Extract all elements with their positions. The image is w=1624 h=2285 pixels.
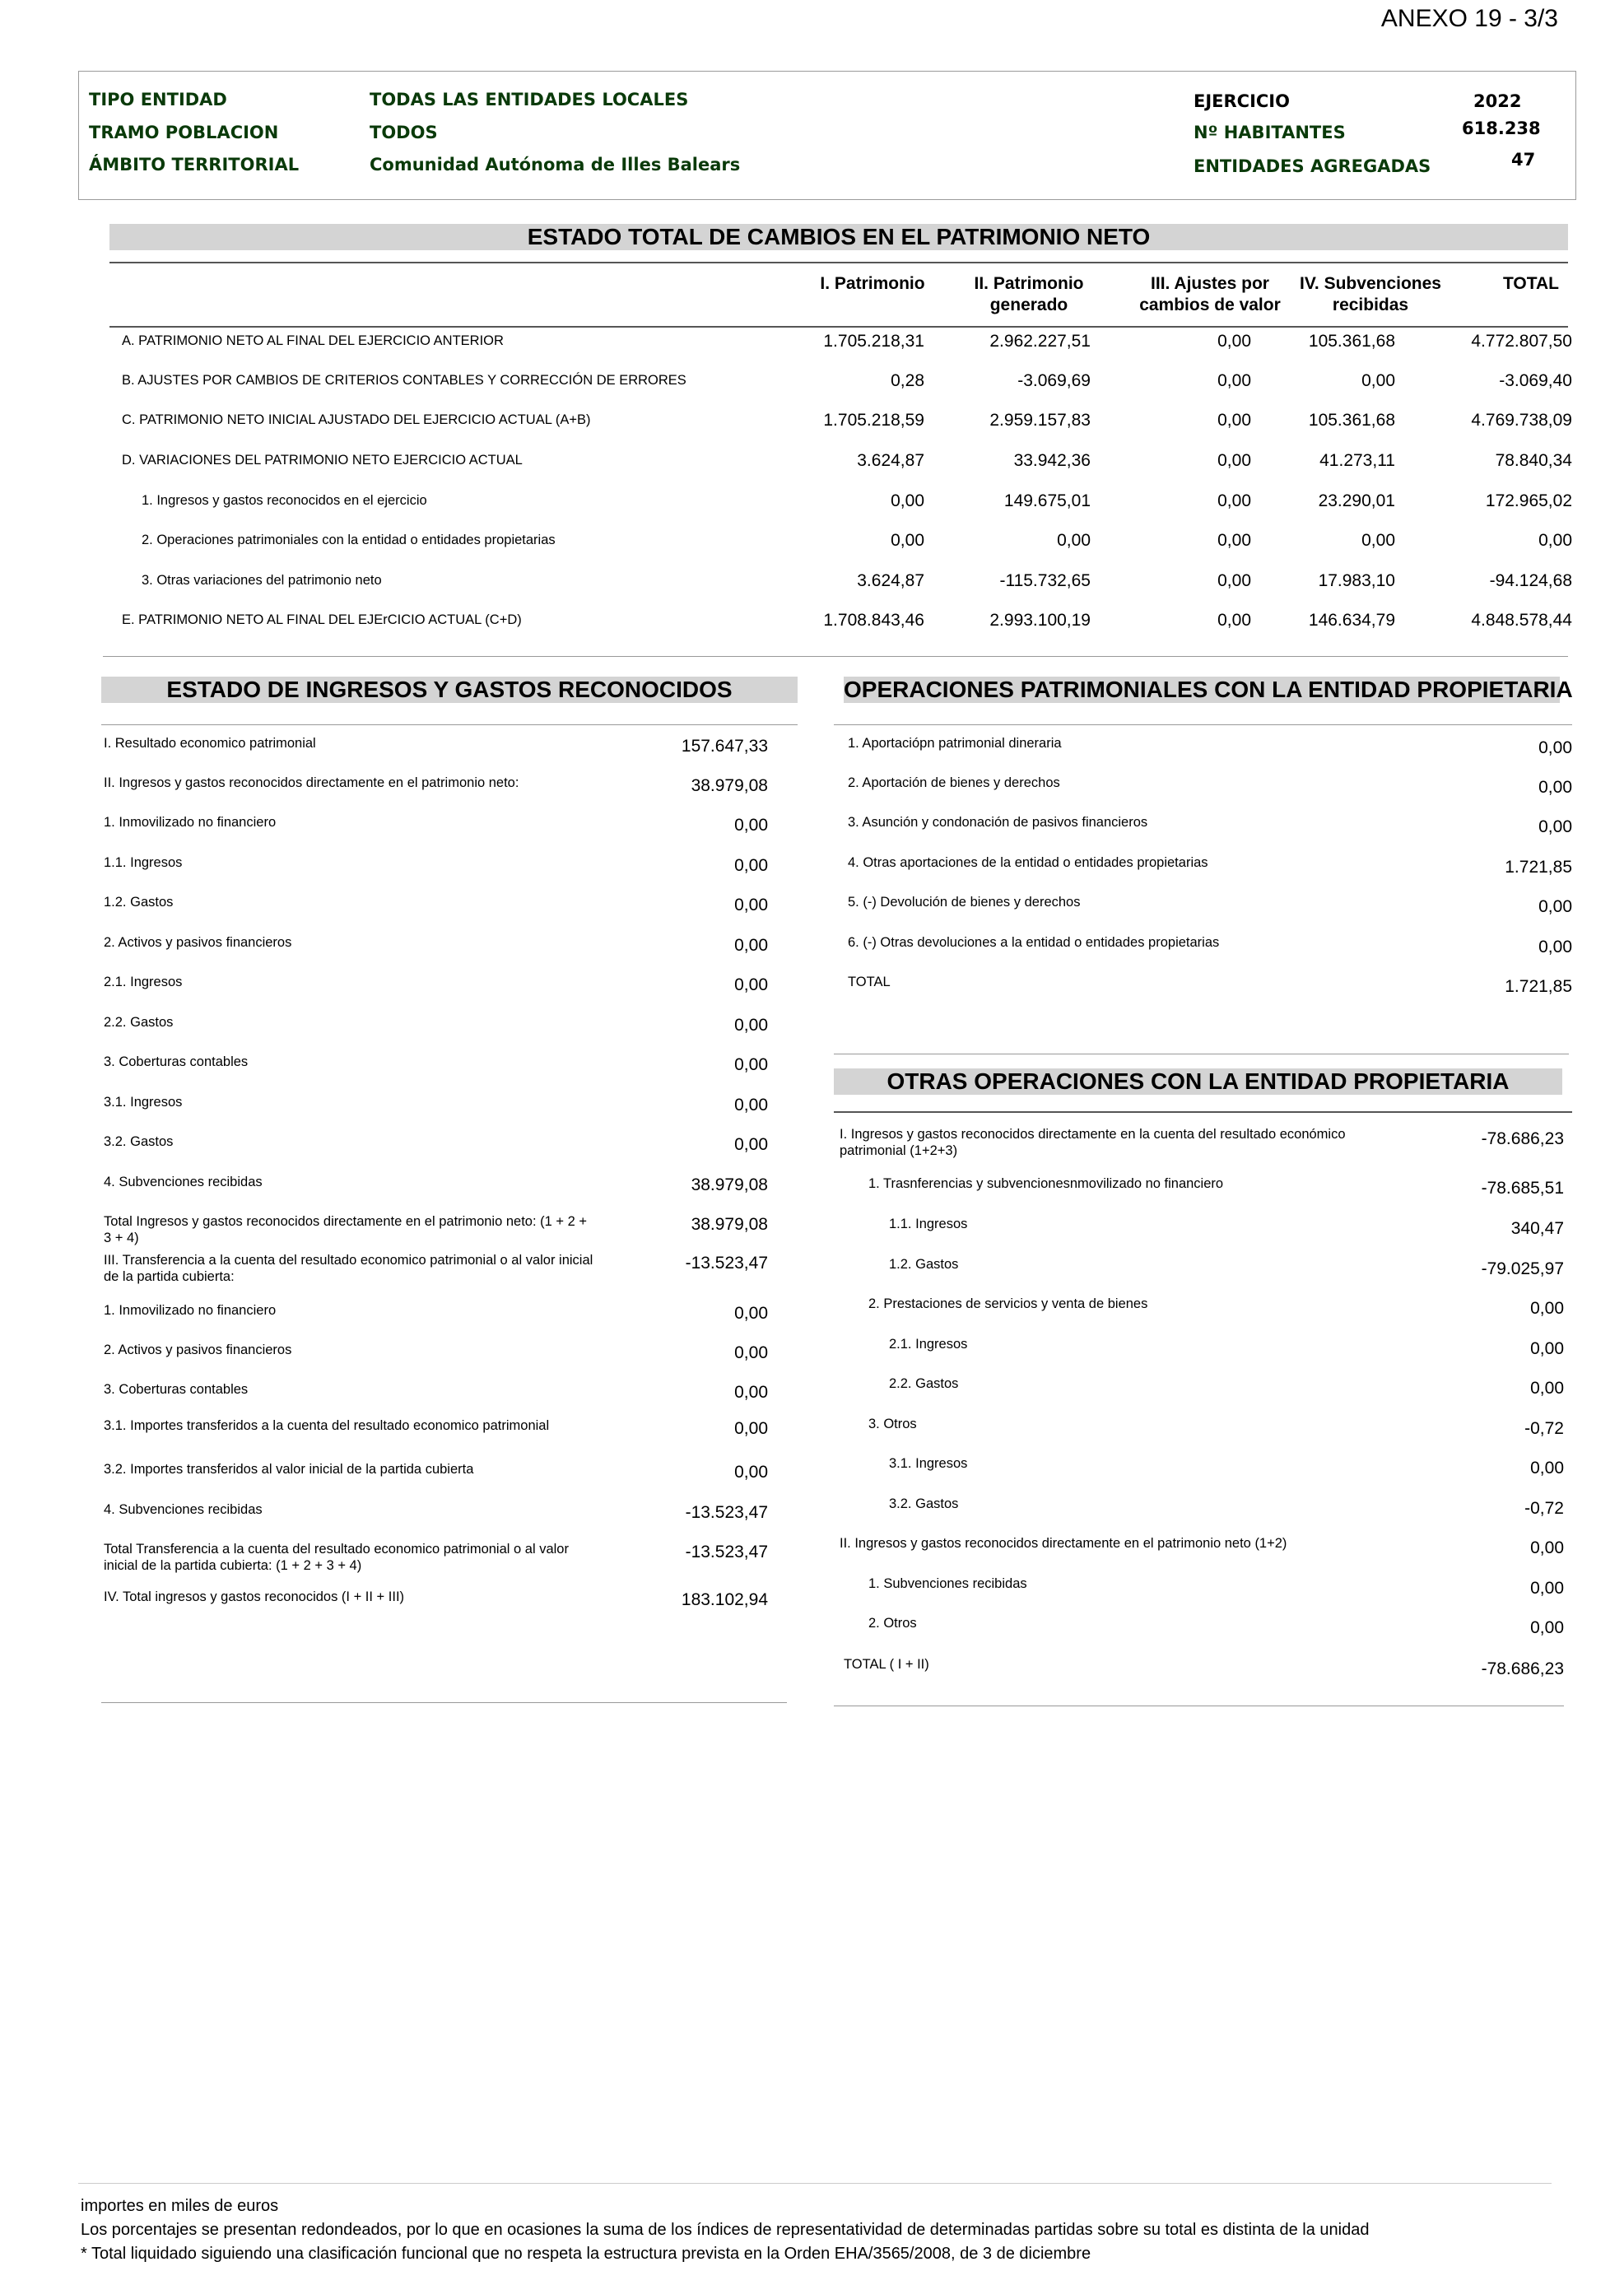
patrimonio-row-value: -3.069,69 xyxy=(1017,371,1091,390)
ingresos-row-value: -13.523,47 xyxy=(685,1254,768,1273)
operaciones-row-label: 2. Aportación de bienes y derechos xyxy=(848,775,1060,790)
otras-row-value: 0,00 xyxy=(1530,1459,1564,1478)
tipo-entidad-label: TIPO ENTIDAD xyxy=(89,90,227,109)
otras-row-value: -78.686,23 xyxy=(1481,1129,1564,1148)
ingresos-row-label: 2.1. Ingresos xyxy=(104,975,183,989)
patrimonio-row-label: 2. Operaciones patrimoniales con la entidad o entidades propietarias xyxy=(142,533,556,547)
patrimonio-row-label: C. PATRIMONIO NETO INICIAL AJUSTADO DEL EJERCICIO ACTUAL (A+B) xyxy=(122,412,591,427)
operaciones-row-value: 0,00 xyxy=(1538,817,1572,836)
operaciones-row-label: 1. Aportaciópn patrimonial dineraria xyxy=(848,736,1062,751)
patrimonio-row-label: E. PATRIMONIO NETO AL FINAL DEL EJErCICIO ACTUAL (C+D) xyxy=(122,612,522,627)
patrimonio-row-value: 4.772.807,50 xyxy=(1471,332,1572,351)
col-header-patrimonio-generado: II. Patrimonio generado xyxy=(974,274,1084,314)
patrimonio-row-value: 0,00 xyxy=(1538,531,1572,550)
ingresos-row-label: Total Transferencia a la cuenta del resultado economico patrimonial o al valor inicial de la partida cubierta: (1 + 2 + 3 + 4) xyxy=(104,1542,569,1573)
operaciones-row-value: 0,00 xyxy=(1538,778,1572,797)
ingresos-row-label: 4. Subvenciones recibidas xyxy=(104,1175,263,1189)
operaciones-row-value: 0,00 xyxy=(1538,897,1572,916)
patrimonio-row-value: 0,00 xyxy=(1217,571,1251,590)
patrimonio-row-value: 105.361,68 xyxy=(1308,411,1395,430)
ambito-label: ÁMBITO TERRITORIAL xyxy=(89,155,300,175)
otras-row-value: 340,47 xyxy=(1510,1219,1564,1238)
col-header-total: TOTAL xyxy=(1502,274,1560,293)
tramo-label: TRAMO POBLACION xyxy=(89,123,279,142)
patrimonio-row-value: 0,00 xyxy=(1361,371,1395,390)
patrimonio-row-value: 105.361,68 xyxy=(1308,332,1395,351)
ingresos-row-label: 3. Coberturas contables xyxy=(104,1054,249,1069)
agregadas-label: ENTIDADES AGREGADAS xyxy=(1194,156,1431,176)
otras-row-label: 1.1. Ingresos xyxy=(889,1217,968,1231)
ingresos-top-rule xyxy=(101,724,798,725)
ingresos-row-value: 0,00 xyxy=(734,816,768,835)
otras-title: OTRAS OPERACIONES CON LA ENTIDAD PROPIETARIA xyxy=(834,1068,1562,1095)
patrimonio-row-value: 0,00 xyxy=(891,531,924,550)
otras-row-value: -78.686,23 xyxy=(1481,1659,1564,1678)
patrimonio-row-label: 3. Otras variaciones del patrimonio neto xyxy=(142,573,382,588)
ingresos-row-label: I. Resultado economico patrimonial xyxy=(104,736,316,751)
patrimonio-row-label: A. PATRIMONIO NETO AL FINAL DEL EJERCICIO ANTERIOR xyxy=(122,333,504,348)
patrimonio-row-value: 2.962.227,51 xyxy=(989,332,1091,351)
patrimonio-row-value: 172.965,02 xyxy=(1485,491,1572,510)
otras-row-label: 1.2. Gastos xyxy=(889,1257,959,1272)
otras-row-label: 2.1. Ingresos xyxy=(889,1337,968,1352)
otras-row-label: 3. Otros xyxy=(868,1417,917,1431)
patrimonio-row-value: 2.959.157,83 xyxy=(989,411,1091,430)
ingresos-row-value: 0,00 xyxy=(734,1096,768,1115)
patrimonio-row-label: B. AJUSTES POR CAMBIOS DE CRITERIOS CONTABLES Y CORRECCIÓN DE ERRORES xyxy=(122,373,686,388)
ingresos-row-value: 0,00 xyxy=(734,1463,768,1482)
otras-row-label: 3.1. Ingresos xyxy=(889,1456,968,1471)
ingresos-row-label: 3.1. Importes transferidos a la cuenta del resultado economico patrimonial xyxy=(104,1418,550,1433)
ingresos-row-label: 2. Activos y pasivos financieros xyxy=(104,1343,292,1357)
otras-row-value: -78.685,51 xyxy=(1481,1179,1564,1198)
otras-top-rule xyxy=(834,1111,1572,1113)
ingresos-row-label: 3. Coberturas contables xyxy=(104,1382,249,1397)
ingresos-row-value: 0,00 xyxy=(734,1383,768,1402)
patrimonio-row-value: -94.124,68 xyxy=(1489,571,1572,590)
ingresos-row-label: Total Ingresos y gastos reconocidos directamente en el patrimonio neto: (1 + 2 + 3 + 4) xyxy=(104,1214,587,1245)
habitantes-value: 618.238 xyxy=(1462,119,1541,138)
ingresos-row-value: 0,00 xyxy=(734,1419,768,1438)
patrimonio-row-value: 0,28 xyxy=(891,371,924,390)
tramo-value: TODOS xyxy=(370,123,438,142)
otras-row-label: 2. Otros xyxy=(868,1616,917,1631)
otras-row-value: 0,00 xyxy=(1530,1579,1564,1598)
otras-row-label: 1. Subvenciones recibidas xyxy=(868,1576,1027,1591)
patrimonio-top-rule xyxy=(109,262,1568,263)
ingresos-row-label: 2.2. Gastos xyxy=(104,1015,174,1030)
col-header-subvenciones: IV. Subvenciones recibidas xyxy=(1300,274,1441,314)
patrimonio-row-value: 0,00 xyxy=(891,491,924,510)
ingresos-row-value: 38.979,08 xyxy=(691,1215,768,1234)
patrimonio-row-value: 78.840,34 xyxy=(1495,451,1572,470)
patrimonio-row-value: 0,00 xyxy=(1057,531,1091,550)
operaciones-row-value: 0,00 xyxy=(1538,738,1572,757)
operaciones-row-label: 6. (-) Otras devoluciones a la entidad o entidades propietarias xyxy=(848,935,1220,950)
otras-row-value: 0,00 xyxy=(1530,1618,1564,1637)
ingresos-row-label: II. Ingresos y gastos reconocidos directamente en el patrimonio neto: xyxy=(104,775,519,790)
ingresos-row-value: 0,00 xyxy=(734,856,768,875)
patrimonio-row-value: 0,00 xyxy=(1217,411,1251,430)
otras-row-label: 3.2. Gastos xyxy=(889,1496,959,1511)
ingresos-row-value: 38.979,08 xyxy=(691,776,768,795)
ingresos-row-value: 183.102,94 xyxy=(681,1590,768,1609)
operaciones-top-rule xyxy=(834,724,1572,725)
patrimonio-row-value: 0,00 xyxy=(1217,332,1251,351)
patrimonio-row-value: 1.705.218,31 xyxy=(823,332,924,351)
otras-row-label: 2.2. Gastos xyxy=(889,1376,959,1391)
header-box xyxy=(78,71,1576,200)
ambito-value: Comunidad Autónoma de Illes Balears xyxy=(370,155,741,175)
patrimonio-row-value: -3.069,40 xyxy=(1499,371,1572,390)
otras-row-value: 0,00 xyxy=(1530,1538,1564,1557)
patrimonio-row-value: 3.624,87 xyxy=(857,571,924,590)
patrimonio-bottom-rule xyxy=(103,656,1568,657)
operaciones-row-value: 1.721,85 xyxy=(1505,977,1572,996)
patrimonio-row-label: D. VARIACIONES DEL PATRIMONIO NETO EJERCICIO ACTUAL xyxy=(122,453,523,468)
otras-row-label: 2. Prestaciones de servicios y venta de bienes xyxy=(868,1296,1148,1311)
ejercicio-label: EJERCICIO xyxy=(1194,91,1290,111)
agregadas-value: 47 xyxy=(1511,150,1536,170)
ingresos-row-value: 38.979,08 xyxy=(691,1175,768,1194)
ingresos-row-value: 0,00 xyxy=(734,975,768,994)
patrimonio-row-value: 0,00 xyxy=(1217,491,1251,510)
otras-row-value: 0,00 xyxy=(1530,1379,1564,1398)
patrimonio-row-value: 0,00 xyxy=(1217,451,1251,470)
ingresos-row-value: 0,00 xyxy=(734,896,768,914)
ejercicio-value: 2022 xyxy=(1473,91,1522,111)
ingresos-row-label: 1.1. Ingresos xyxy=(104,855,183,870)
operaciones-row-value: 0,00 xyxy=(1538,938,1572,956)
patrimonio-row-value: 0,00 xyxy=(1217,611,1251,630)
ingresos-row-value: 0,00 xyxy=(734,936,768,955)
operaciones-row-label: 3. Asunción y condonación de pasivos financieros xyxy=(848,815,1148,830)
ingresos-row-label: 4. Subvenciones recibidas xyxy=(104,1502,263,1517)
patrimonio-row-value: 1.708.843,46 xyxy=(823,611,924,630)
ingresos-title: ESTADO DE INGRESOS Y GASTOS RECONOCIDOS xyxy=(101,677,798,703)
col-header-ajustes: III. Ajustes por cambios de valor xyxy=(1139,274,1281,314)
footer-line-1: importes en miles de euros xyxy=(81,2197,279,2215)
ingresos-row-label: 1.2. Gastos xyxy=(104,895,174,910)
operaciones-title: OPERACIONES PATRIMONIALES CON LA ENTIDAD PROPIETARIA xyxy=(844,677,1573,702)
patrimonio-row-value: 3.624,87 xyxy=(857,451,924,470)
patrimonio-row-value: 17.983,10 xyxy=(1318,571,1395,590)
patrimonio-row-value: 0,00 xyxy=(1361,531,1395,550)
ingresos-row-value: 0,00 xyxy=(734,1135,768,1154)
patrimonio-row-value: 1.705.218,59 xyxy=(823,411,924,430)
patrimonio-row-value: 41.273,11 xyxy=(1319,451,1395,470)
patrimonio-row-value: 149.675,01 xyxy=(1003,491,1091,510)
otras-row-label: 1. Trasnferencias y subvencionesnmovilizado no financiero xyxy=(868,1176,1224,1191)
operaciones-row-label: TOTAL xyxy=(848,975,891,989)
patrimonio-row-value: 4.769.738,09 xyxy=(1471,411,1572,430)
ingresos-row-label: 1. Inmovilizado no financiero xyxy=(104,1303,277,1318)
patrimonio-row-value: 33.942,36 xyxy=(1013,451,1091,470)
ingresos-row-value: 0,00 xyxy=(734,1304,768,1323)
otras-row-value: 0,00 xyxy=(1530,1299,1564,1318)
otras-row-value: -0,72 xyxy=(1524,1499,1564,1518)
patrimonio-row-value: 0,00 xyxy=(1217,531,1251,550)
ingresos-bottom-rule xyxy=(101,1702,787,1703)
ingresos-row-value: 0,00 xyxy=(734,1343,768,1362)
patrimonio-row-value: 4.848.578,44 xyxy=(1471,611,1572,630)
patrimonio-row-value: 2.993.100,19 xyxy=(989,611,1091,630)
ingresos-row-label: 2. Activos y pasivos financieros xyxy=(104,935,292,950)
otras-row-value: 0,00 xyxy=(1530,1339,1564,1358)
ingresos-row-value: 0,00 xyxy=(734,1016,768,1035)
operaciones-row-label: 4. Otras aportaciones de la entidad o entidades propietarias xyxy=(848,855,1208,870)
footer-line-3: * Total liquidado siguiendo una clasificación funcional que no respeta la estructura prevista en la Orden EHA/3565/2008, de 3 de diciembre xyxy=(81,2245,1091,2263)
operaciones-row-label: 5. (-) Devolución de bienes y derechos xyxy=(848,895,1081,910)
tipo-entidad-value: TODAS LAS ENTIDADES LOCALES xyxy=(370,90,689,109)
operaciones-row-value: 1.721,85 xyxy=(1505,858,1572,877)
patrimonio-header-rule xyxy=(109,326,1568,328)
otras-row-label: I. Ingresos y gastos reconocidos directamente en la cuenta del resultado económico patrimonial (1+2+3) xyxy=(840,1127,1346,1158)
otras-row-label: II. Ingresos y gastos reconocidos directamente en el patrimonio neto (1+2) xyxy=(840,1536,1287,1551)
ingresos-row-value: 0,00 xyxy=(734,1055,768,1074)
ingresos-row-label: 3.2. Importes transferidos al valor inicial de la partida cubierta xyxy=(104,1462,474,1477)
otras-row-label: TOTAL ( I + II) xyxy=(844,1657,929,1672)
patrimonio-row-label: 1. Ingresos y gastos reconocidos en el ejercicio xyxy=(142,493,427,508)
ingresos-row-label: III. Transferencia a la cuenta del resultado economico patrimonial o al valor inicial de la partida cubierta: xyxy=(104,1253,593,1284)
patrimonio-row-value: -115.732,65 xyxy=(999,571,1091,590)
ingresos-row-value: 157.647,33 xyxy=(681,737,768,756)
ingresos-row-label: 1. Inmovilizado no financiero xyxy=(104,815,277,830)
ingresos-row-value: -13.523,47 xyxy=(685,1503,768,1522)
habitantes-label: Nº HABITANTES xyxy=(1194,123,1346,142)
patrimonio-row-value: 23.290,01 xyxy=(1318,491,1395,510)
footer-rule xyxy=(78,2183,1552,2184)
annex-label: ANEXO 19 - 3/3 xyxy=(1380,5,1558,32)
patrimonio-row-value: 146.634,79 xyxy=(1308,611,1395,630)
ingresos-row-value: -13.523,47 xyxy=(685,1543,768,1561)
otras-row-value: -79.025,97 xyxy=(1481,1259,1564,1278)
ingresos-row-label: 3.2. Gastos xyxy=(104,1134,174,1149)
ingresos-row-label: IV. Total ingresos y gastos reconocidos (I + II + III) xyxy=(104,1589,405,1604)
ingresos-row-label: 3.1. Ingresos xyxy=(104,1095,183,1110)
otras-row-value: -0,72 xyxy=(1524,1419,1564,1438)
patrimonio-title: ESTADO TOTAL DE CAMBIOS EN EL PATRIMONIO NETO xyxy=(109,224,1568,250)
patrimonio-row-value: 0,00 xyxy=(1217,371,1251,390)
footer-line-2: Los porcentajes se presentan redondeados, por lo que en ocasiones la suma de los índices de representatividad de determinadas partidas sobre su total es distinta de la unidad xyxy=(81,2221,1370,2239)
col-header-patrimonio: I. Patrimonio xyxy=(820,274,925,293)
